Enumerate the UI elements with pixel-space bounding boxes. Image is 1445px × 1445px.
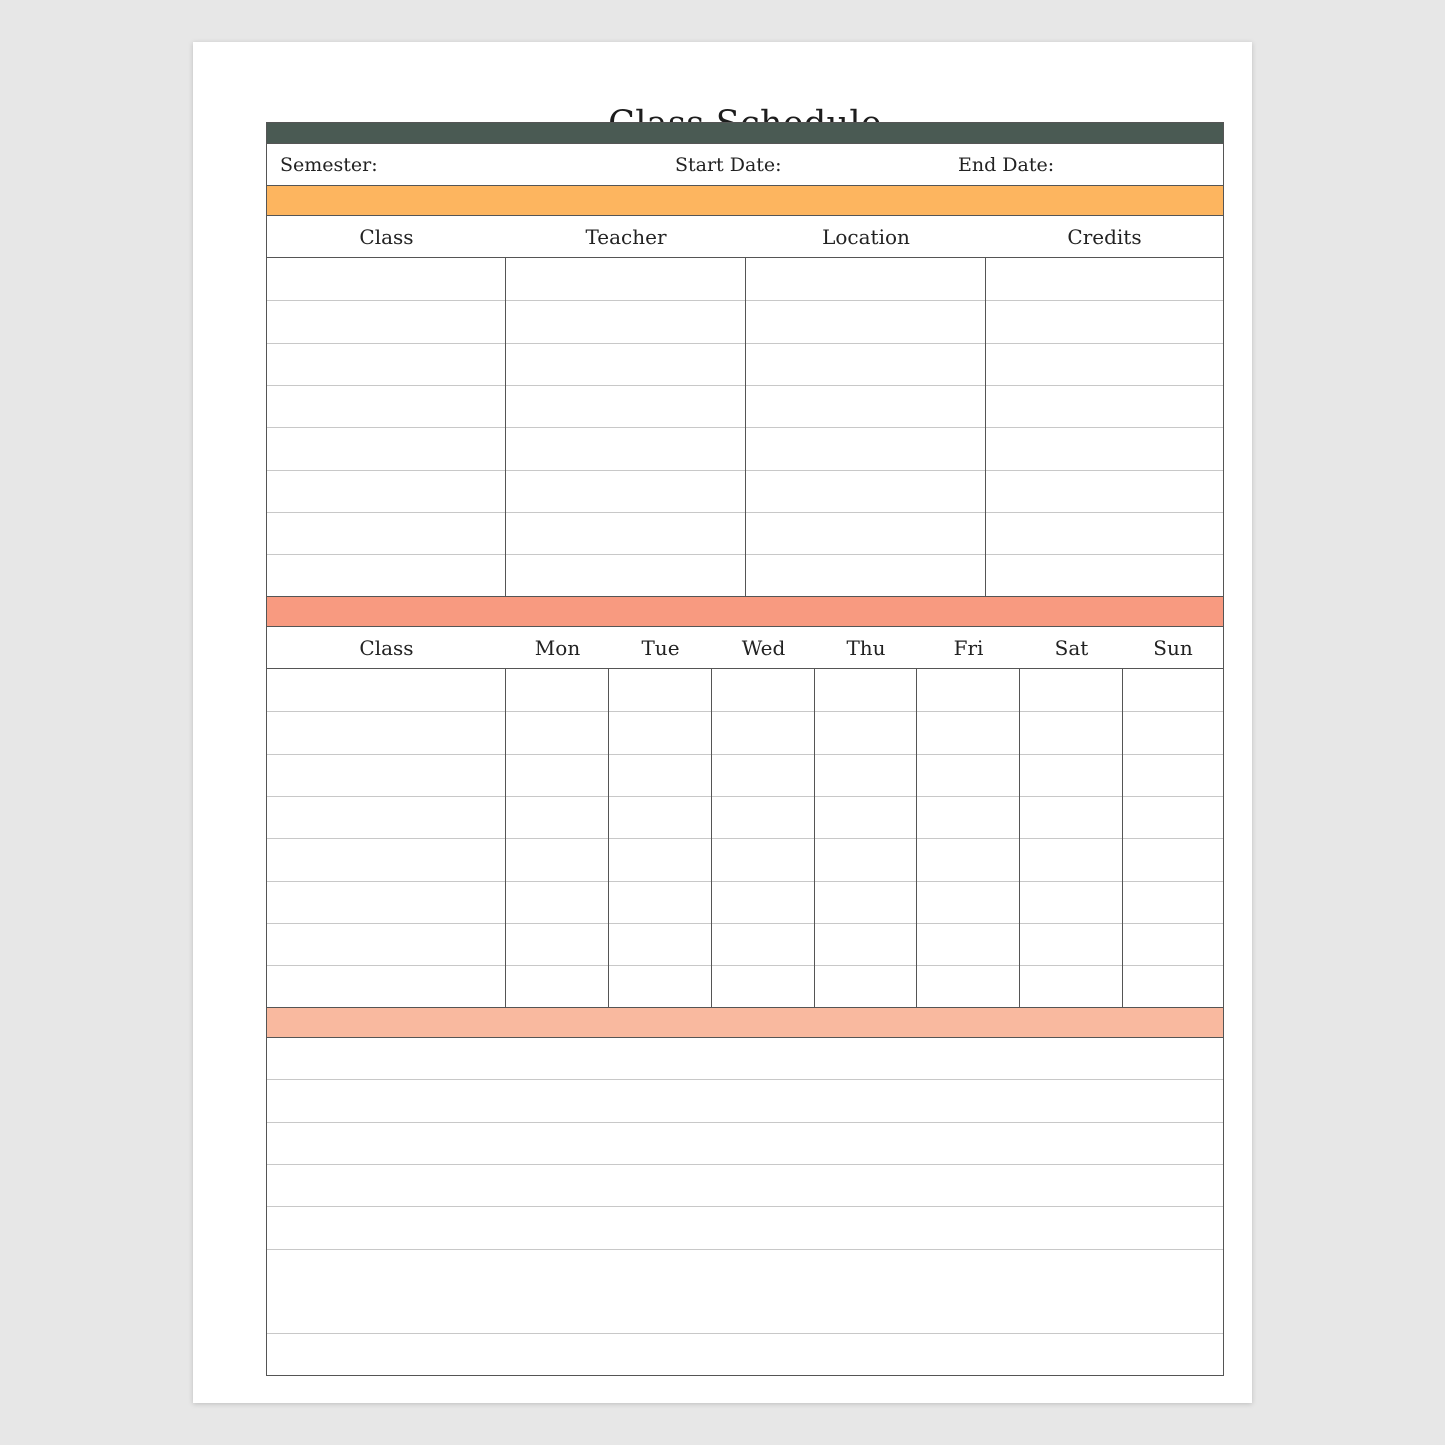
weekly-header-sat: Sat [1054,636,1089,660]
weekly-header-mon: Mon [534,636,581,660]
weekly-table-header [267,627,1223,668]
weekly-table-grid[interactable] [267,668,1223,1007]
courses-table-header [267,216,1223,257]
row-divider [267,1164,1223,1165]
end-date-label: End Date: [958,154,1055,176]
courses-table-grid[interactable] [267,257,1223,596]
courses-header-credits: Credits [1067,225,1142,249]
row-divider [267,838,1223,839]
row-divider [267,711,1223,712]
column-divider [711,669,712,1007]
column-divider [916,669,917,1007]
row-divider [267,1333,1223,1334]
schedule-sheet [266,122,1224,1376]
column-divider [1122,669,1123,1007]
column-divider [505,258,506,596]
weekly-header-class: Class [359,636,414,660]
semester-label: Semester: [280,154,378,176]
row-divider [267,965,1223,966]
row-divider [267,796,1223,797]
row-divider [267,754,1223,755]
semester-info-row [267,144,1223,185]
row-divider [267,1249,1223,1250]
column-divider [985,258,986,596]
row-divider [267,1122,1223,1123]
courses-color-band [267,185,1223,216]
weekly-color-band [267,596,1223,627]
row-divider [267,1206,1223,1207]
courses-header-location: Location [822,225,910,249]
weekly-header-sun: Sun [1153,636,1193,660]
column-divider [814,669,815,1007]
start-date-label: Start Date: [675,154,782,176]
row-divider [267,923,1223,924]
notes-color-band [267,1007,1223,1038]
weekly-header-thu: Thu [846,636,886,660]
printable-page [193,42,1252,1403]
courses-header-teacher: Teacher [585,225,667,249]
column-divider [1019,669,1020,1007]
top-color-band [267,123,1223,144]
row-divider [267,881,1223,882]
column-divider [505,669,506,1007]
weekly-header-wed: Wed [741,636,786,660]
column-divider [608,669,609,1007]
notes-lines-area[interactable] [267,1037,1223,1374]
weekly-header-fri: Fri [953,636,984,660]
column-divider [745,258,746,596]
courses-header-class: Class [359,225,414,249]
row-divider [267,1079,1223,1080]
weekly-header-tue: Tue [641,636,680,660]
